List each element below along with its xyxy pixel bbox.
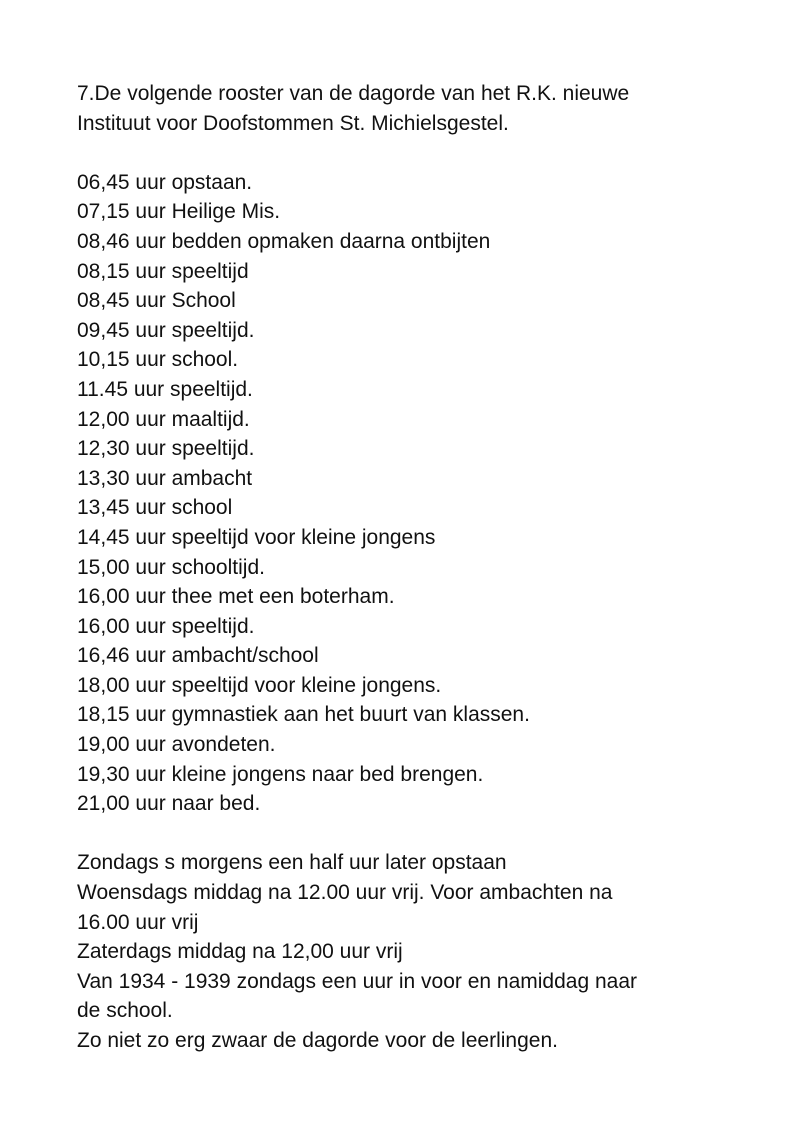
intro-line: 7.De volgende rooster van de dagorde van het R.K. nieuwe <box>77 82 630 105</box>
schedule-item: 16,00 uur thee met een boterham. <box>77 585 395 609</box>
note-line: Zondags s morgens een half uur later opstaan <box>77 851 507 875</box>
schedule-item: 14,45 uur speeltijd voor kleine jongens <box>77 525 436 549</box>
schedule-item: 08,45 uur School <box>77 289 236 313</box>
paragraph-gap <box>77 819 767 849</box>
paragraph-gap <box>77 138 767 168</box>
note-line: Woensdags middag na 12.00 uur vrij. Voor ambachten na <box>77 881 613 905</box>
schedule-item: 13,45 uur school <box>77 496 233 520</box>
schedule-item: 08,15 uur speeltijd <box>77 259 249 283</box>
notes-paragraph <box>77 848 767 1055</box>
schedule-item: 13,30 uur ambacht <box>77 466 253 490</box>
document-page <box>77 79 767 1056</box>
schedule-item: 16,00 uur speeltijd. <box>77 614 255 638</box>
schedule-item: 21,00 uur naar bed. <box>77 792 261 816</box>
schedule-item: 09,45 uur speeltijd. <box>77 318 255 342</box>
schedule-item: 18,00 uur speeltijd voor kleine jongens. <box>77 673 442 697</box>
schedule-item: 11.45 uur speeltijd. <box>77 377 253 401</box>
note-line: 16.00 uur vrij <box>77 910 199 934</box>
schedule-list <box>77 168 767 819</box>
schedule-item: 18,15 uur gymnastiek aan het buurt van klassen. <box>77 703 530 727</box>
intro-paragraph <box>77 79 767 138</box>
schedule-item: 12,30 uur speeltijd. <box>77 437 255 461</box>
schedule-item: 12,00 uur maaltijd. <box>77 407 250 431</box>
note-line: Zaterdags middag na 12,00 uur vrij <box>77 940 403 964</box>
schedule-item: 08,46 uur bedden opmaken daarna ontbijten <box>77 229 491 253</box>
schedule-item: 16,46 uur ambacht/school <box>77 644 319 668</box>
note-line: de school. <box>77 999 173 1023</box>
note-line: Zo niet zo erg zwaar de dagorde voor de leerlingen. <box>77 1029 558 1052</box>
schedule-item: 07,15 uur Heilige Mis. <box>77 200 281 224</box>
schedule-item: 10,15 uur school. <box>77 348 239 372</box>
note-line: Van 1934 - 1939 zondags een uur in voor en namiddag naar <box>77 969 638 993</box>
schedule-item: 19,00 uur avondeten. <box>77 733 276 757</box>
schedule-item: 06,45 uur opstaan. <box>77 170 253 194</box>
intro-line: Instituut voor Doofstommen St. Michielsgestel. <box>77 111 509 135</box>
schedule-item: 19,30 uur kleine jongens naar bed brengen. <box>77 762 484 786</box>
schedule-item: 15,00 uur schooltijd. <box>77 555 265 579</box>
